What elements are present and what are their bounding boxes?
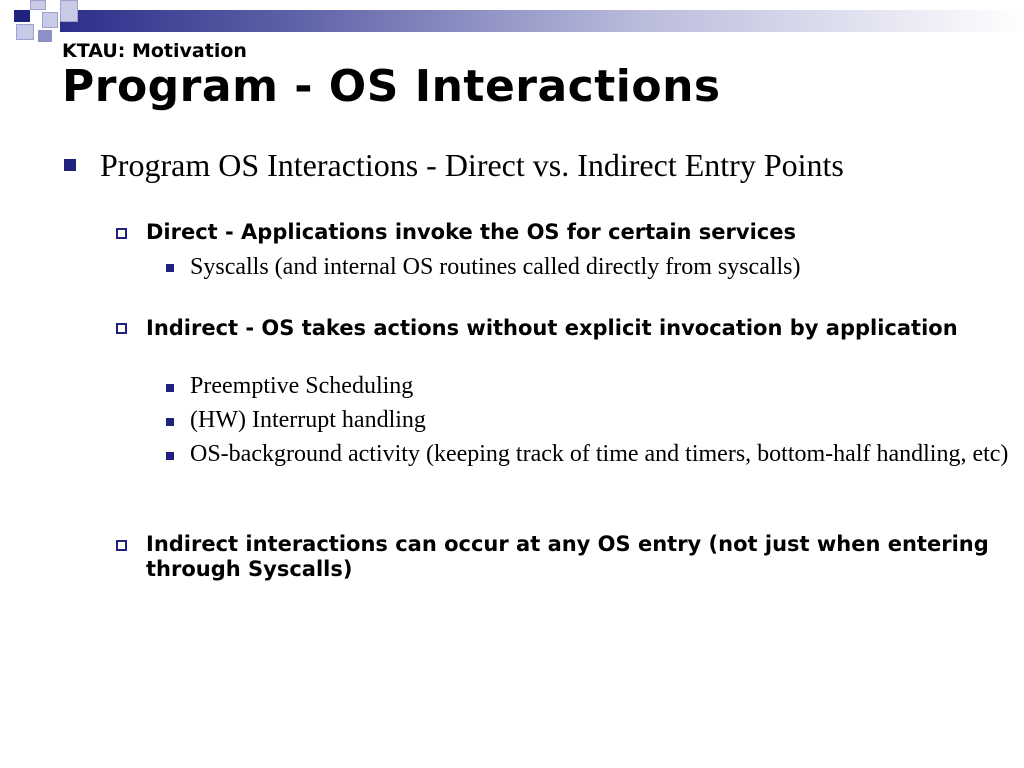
square-bullet-icon	[64, 159, 76, 171]
hollow-square-bullet-icon	[116, 323, 127, 334]
small-square-bullet-icon	[166, 418, 174, 426]
direct-item: Syscalls (and internal OS routines called directly from syscalls)	[190, 254, 801, 280]
hollow-square-bullet-icon	[116, 540, 127, 551]
small-square-bullet-icon	[166, 264, 174, 272]
direct-term: Direct	[146, 220, 218, 244]
direct-point	[146, 220, 1006, 245]
indirect-item: (HW) Interrupt handling	[190, 407, 426, 433]
main-point: Program OS Interactions - Direct vs. Indirect Entry Points	[100, 147, 844, 183]
slide-title: Program - OS Interactions	[62, 61, 721, 112]
direct-text: - Applications invoke the OS for certain services	[217, 220, 796, 244]
slide-subtitle: KTAU: Motivation	[62, 40, 247, 62]
small-square-bullet-icon	[166, 452, 174, 460]
small-square-bullet-icon	[166, 384, 174, 392]
hollow-square-bullet-icon	[116, 228, 127, 239]
indirect-item: OS-background activity (keeping track of time and timers, bottom-half handling, etc)	[190, 441, 1009, 467]
note-point: Indirect interactions can occur at any OS entry (not just when entering through Syscalls)	[146, 532, 989, 581]
indirect-item: Preemptive Scheduling	[190, 373, 414, 399]
indirect-point: Indirect - OS takes actions without explicit invocation by application	[146, 316, 958, 340]
